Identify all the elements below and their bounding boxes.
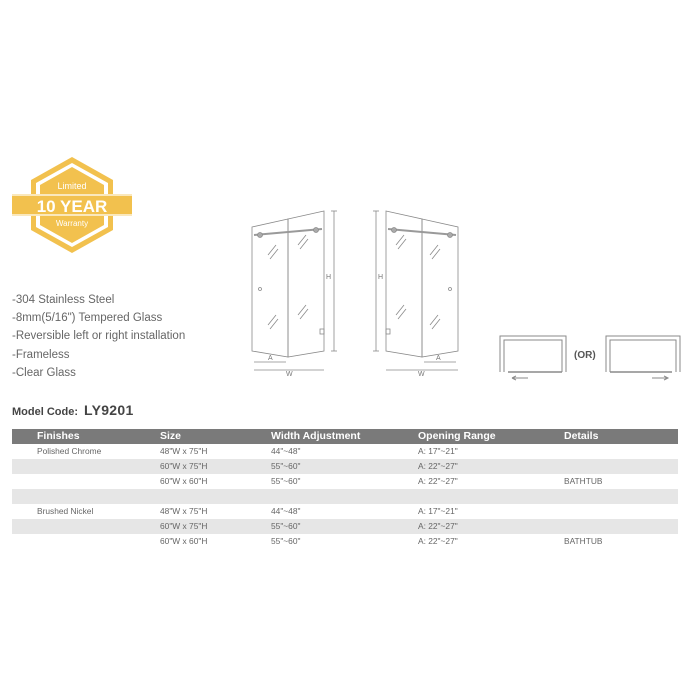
cell-finish: Polished Chrome xyxy=(37,446,102,456)
cell-width-adjustment: 44"~48" xyxy=(271,446,301,456)
badge-bottom-text: Warranty xyxy=(55,219,89,228)
cell-size xyxy=(160,489,271,504)
top-view-left-inner xyxy=(504,340,562,372)
cell-opening-range: A: 22"~27" xyxy=(418,459,564,474)
handle-icon xyxy=(449,288,452,291)
cell-width-adjustment: 55"~60" xyxy=(271,476,301,486)
width-label: W xyxy=(418,371,425,377)
cell-finish xyxy=(12,534,160,549)
table-row xyxy=(12,459,678,474)
feature-item: -304 Stainless Steel xyxy=(12,294,115,306)
feature-item: -8mm(5/16") Tempered Glass xyxy=(12,312,163,325)
opening-label: A xyxy=(436,355,441,362)
cell-details xyxy=(564,459,678,474)
header-finishes: Finishes xyxy=(12,429,160,444)
wall-bracket xyxy=(386,329,390,334)
top-view-right-frame xyxy=(606,336,680,372)
cell-width-adjustment: 55"~60" xyxy=(271,519,418,534)
table-row xyxy=(12,534,678,549)
table-header-row xyxy=(12,429,678,444)
left-glass-panel xyxy=(252,219,288,357)
cell-finish xyxy=(12,489,160,504)
cell-finish xyxy=(12,459,160,474)
feature-item: -Reversible left or right installation xyxy=(12,330,186,343)
badge-main-text: 10 YEAR xyxy=(36,197,108,216)
cell-finish xyxy=(12,474,160,489)
left-glass-panel xyxy=(386,211,422,357)
door-diagram-right xyxy=(370,205,470,377)
cell-finish xyxy=(12,519,160,534)
warranty-badge xyxy=(10,155,134,255)
model-code-label: Model Code: xyxy=(12,406,78,418)
cell-opening-range: A: 17"~21" xyxy=(418,446,458,456)
cell-width-adjustment xyxy=(271,489,418,504)
height-label: H xyxy=(378,274,384,281)
cell-width-adjustment: 55"~60" xyxy=(271,459,418,474)
cell-opening-range xyxy=(418,489,564,504)
roller-icon xyxy=(448,233,453,238)
slide-arrow-left-icon xyxy=(512,376,528,380)
cell-details: BATHTUB xyxy=(564,536,603,546)
right-glass-panel xyxy=(422,219,458,357)
roller-icon xyxy=(258,233,263,238)
cell-details xyxy=(564,519,678,534)
or-label: (OR) xyxy=(574,350,596,361)
door-diagram-left xyxy=(246,205,346,377)
cell-details: BATHTUB xyxy=(564,476,603,486)
cell-details xyxy=(564,504,678,519)
header-width-adjustment: Width Adjustment xyxy=(271,429,418,444)
opening-label: A xyxy=(268,355,273,362)
cell-details xyxy=(564,444,678,459)
badge-top-text: Limited xyxy=(57,181,87,191)
slide-arrow-right-icon xyxy=(652,376,668,380)
model-code xyxy=(12,402,134,418)
wall-bracket xyxy=(320,329,324,334)
table-row xyxy=(12,519,678,534)
cell-width-adjustment: 55"~60" xyxy=(271,536,301,546)
cell-width-adjustment: 44"~48" xyxy=(271,506,301,516)
table-row xyxy=(12,504,678,519)
width-label: W xyxy=(286,371,293,377)
top-view-left-frame xyxy=(500,336,566,372)
cell-opening-range: A: 22"~27" xyxy=(418,536,458,546)
roller-icon xyxy=(314,228,319,233)
header-size: Size xyxy=(160,429,271,444)
table-row xyxy=(12,474,678,489)
top-view-right-inner xyxy=(610,340,676,372)
height-label: H xyxy=(326,274,332,281)
top-view-diagrams xyxy=(496,332,686,382)
roller-icon xyxy=(392,228,397,233)
table-row xyxy=(12,444,678,459)
cell-finish: Brushed Nickel xyxy=(37,506,94,516)
model-code-value: LY9201 xyxy=(84,402,134,418)
cell-size: 60"W x 75"H xyxy=(160,519,271,534)
cell-size: 60"W x 75"H xyxy=(160,459,271,474)
header-opening-range: Opening Range xyxy=(418,429,564,444)
cell-opening-range: A: 17"~21" xyxy=(418,506,458,516)
cell-opening-range: A: 22"~27" xyxy=(418,519,564,534)
cell-size: 60"W x 60"H xyxy=(160,476,208,486)
cell-size: 48"W x 75"H xyxy=(160,446,208,456)
right-glass-panel xyxy=(288,211,324,357)
table-row xyxy=(12,489,678,504)
cell-size: 48"W x 75"H xyxy=(160,506,208,516)
feature-list xyxy=(12,291,185,382)
spec-table xyxy=(12,429,678,549)
cell-details xyxy=(564,489,678,504)
feature-item: -Clear Glass xyxy=(12,366,76,379)
cell-opening-range: A: 22"~27" xyxy=(418,476,458,486)
cell-size: 60"W x 60"H xyxy=(160,536,208,546)
handle-icon xyxy=(259,288,262,291)
feature-item: -Frameless xyxy=(12,348,70,361)
header-details: Details xyxy=(564,429,678,444)
